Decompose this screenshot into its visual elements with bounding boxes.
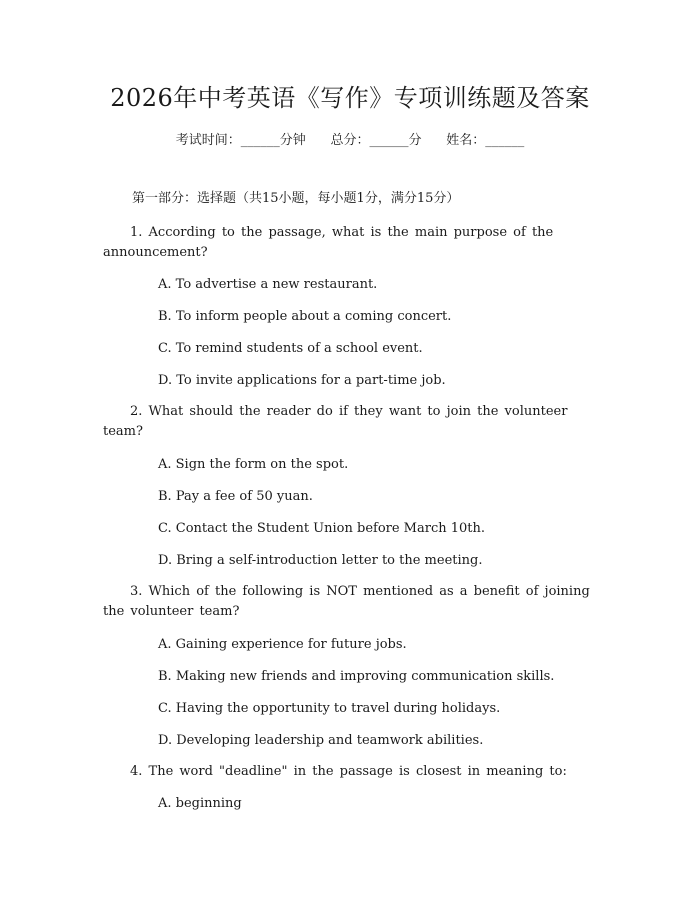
- exam-meta-line: 考试时间：______分钟 总分：______分 姓名：______: [175, 133, 525, 148]
- question-3-option-c: C. Having the opportunity to travel during holidays.: [158, 701, 501, 716]
- question-2-option-c: C. Contact the Student Union before March 10th.: [158, 521, 486, 536]
- question-3-option-a: A. Gaining experience for future jobs.: [158, 637, 407, 652]
- question-1-stem: 1. According to the passage, what is the main purpose of the announcement?: [103, 225, 554, 260]
- question-2-option-d: D. Bring a self-introduction letter to the meeting.: [158, 553, 483, 568]
- question-4-stem: 4. The word "deadline" in the passage is closest in meaning to:: [130, 764, 567, 779]
- question-1-option-d: D. To invite applications for a part-time job.: [158, 373, 446, 388]
- question-2-option-a: A. Sign the form on the spot.: [158, 457, 349, 472]
- question-1-option-a: A. To advertise a new restaurant.: [158, 277, 378, 292]
- question-2-option-b: B. Pay a fee of 50 yuan.: [158, 489, 313, 504]
- question-4-option-a: A. beginning: [158, 796, 242, 811]
- section-heading: 第一部分：选择题（共15小题，每小题1分，满分15分）: [132, 191, 460, 206]
- question-1-option-b: B. To inform people about a coming concert.: [158, 309, 452, 324]
- question-3-stem: 3. Which of the following is NOT mentioned as a benefit of joining the volunteer team?: [103, 584, 590, 619]
- question-3-option-d: D. Developing leadership and teamwork abilities.: [158, 733, 484, 748]
- question-1-option-c: C. To remind students of a school event.: [158, 341, 423, 356]
- question-2-stem: 2. What should the reader do if they want to join the volunteer team?: [103, 404, 568, 439]
- document-title: 2026年中考英语《写作》专项训练题及答案: [110, 84, 590, 112]
- question-3-option-b: B. Making new friends and improving communication skills.: [158, 669, 555, 684]
